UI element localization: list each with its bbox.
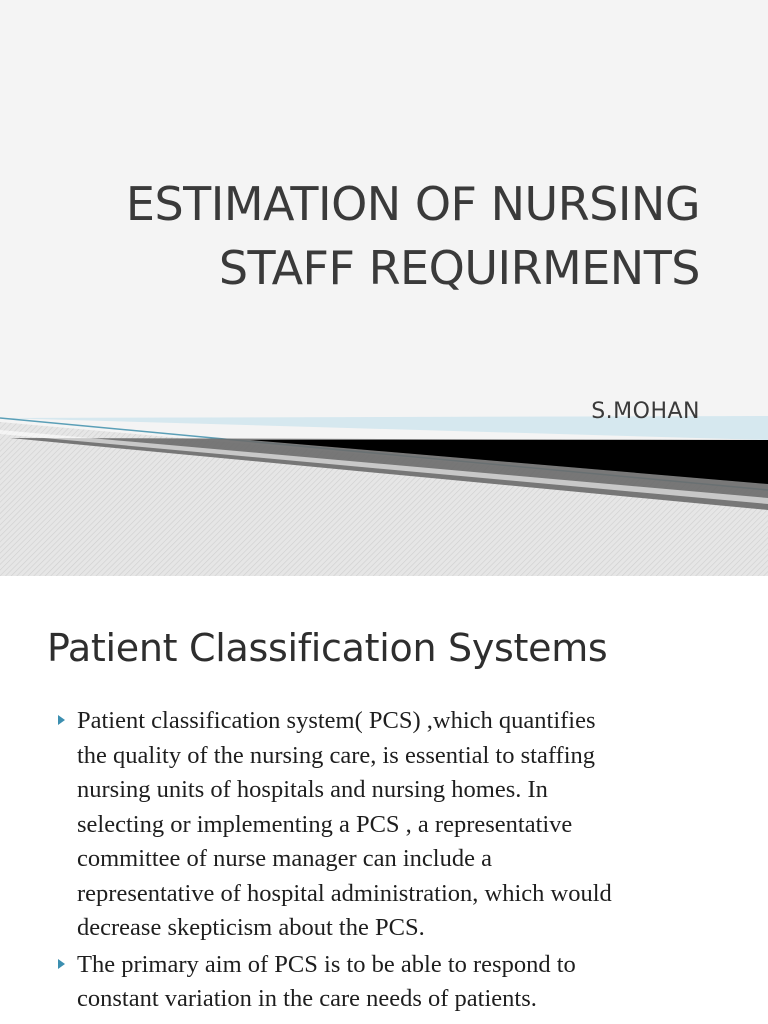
- author-name: S.MOHAN: [591, 399, 700, 424]
- bullet-text-line: The primary aim of PCS is to be able to respond to: [77, 950, 576, 978]
- content-slide-title: Patient Classification Systems: [47, 626, 608, 670]
- bullet-list: [0, 704, 768, 1017]
- slide-title: [126, 172, 700, 300]
- bullet-text-line: Patient classification system( PCS) ,which quantifies: [77, 707, 596, 734]
- bullet-text-line: decrease skepticism about the PCS.: [77, 914, 425, 941]
- bullet-text-line: selecting or implementing a PCS , a representative: [77, 810, 573, 838]
- triangle-bullet-icon: [58, 959, 65, 969]
- bullet-text-line: nursing units of hospitals and nursing homes. In: [77, 776, 548, 803]
- bullet-text-line: representative of hospital administration, which would: [77, 879, 612, 907]
- triangle-bullet-icon: [58, 715, 65, 725]
- title-line-2: STAFF REQUIRMENTS: [218, 241, 700, 295]
- bullet-item: [0, 948, 768, 1017]
- bullet-item: [0, 704, 768, 946]
- decorative-stripes: [0, 400, 768, 576]
- bullet-text-line: the quality of the nursing care, is essential to staffing: [77, 741, 596, 769]
- bullet-text-line: committee of nurse manager can include a: [77, 845, 492, 872]
- bullet-text-line: constant variation in the care needs of patients.: [77, 985, 537, 1012]
- title-line-1: ESTIMATION OF NURSING: [125, 177, 700, 231]
